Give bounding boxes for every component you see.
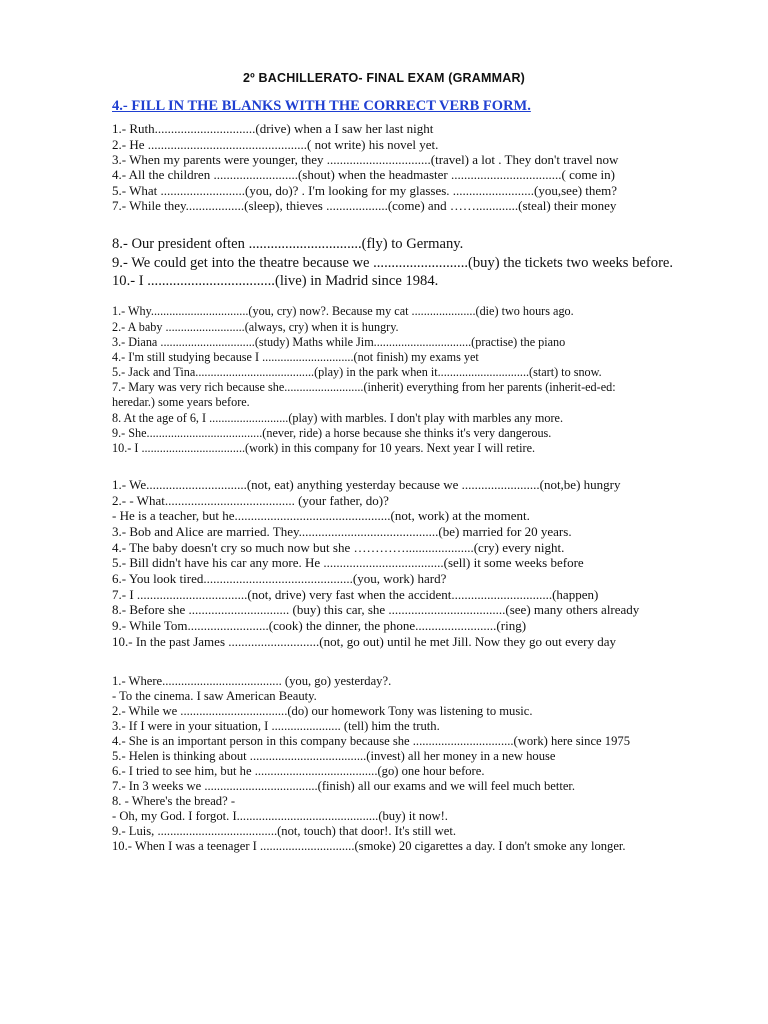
exercise-line: 10.- I ..................................(work) in this company for 10 years. Next year I will retire. [112,441,536,455]
exercise-line: 8.- Before she ............................... (buy) this car, she ....................................(see) many others already [112,602,640,617]
exercise-line: 7.- In 3 weeks we ....................................(finish) all our exams and we will feel much better. [112,779,576,793]
exercise-line: - He is a teacher, but he................................................(not, work) at the moment. [112,508,530,523]
exercise-line: - To the cinema. I saw American Beauty. [112,689,317,703]
exercise-line: 3.- Bob and Alice are married. They...........................................(be) married for 20 years. [112,524,572,539]
exercise-line: 9.- Luis, ......................................(not, touch) that door!. It's still wet. [112,824,457,838]
exercise-line: 6.- I tried to see him, but he .......................................(go) one hour before. [112,764,485,778]
exercise-line: 4.- The baby doesn't cry so much now but she ………….....................(cry) every night. [112,540,565,555]
exercise-line: 5.- Jack and Tina.......................................(play) in the park when it..............................(start) to snow. [112,365,602,379]
exercise-line: 9.- While Tom.........................(cook) the dinner, the phone.........................(ring) [112,618,527,633]
exercise-line: 9.- She......................................(never, ride) a horse because she thinks it's very dangerous. [112,426,552,440]
exercise-line: 6.- You look tired..............................................(you, work) hard? [112,571,447,586]
exercise-line: 2.- - What........................................ (your father, do)? [112,493,389,508]
exercise-line: 4.- All the children ..........................(shout) when the headmaster ..................................( come in) [112,167,615,182]
exercise-line: 9.- We could get into the theatre because we ..........................(buy) the tickets two weeks before. [112,255,674,271]
exercise-line: 3.- If I were in your situation, I ...................... (tell) him the truth. [112,719,440,733]
exercise-line: 3.- When my parents were younger, they ................................(travel) a lot . They don't travel now [112,152,619,167]
exercise-line: 8. - Where's the bread? - [112,794,236,808]
exercise-line: 3.- Diana ...............................(study) Maths while Jim................................(practise) the piano [112,335,566,349]
exercise-line: 8.- Our president often ...............................(fly) to Germany. [112,236,464,252]
exercise-line: heredar.) some years before. [112,395,250,409]
exercise-line: 4.- I'm still studying because I ..............................(not finish) my exams yet [112,350,479,364]
exercise-line: 1.- Ruth...............................(drive) when a I saw her last night [112,121,434,136]
exercise-line: 1.- Why................................(you, cry) now?. Because my cat .....................(die) two hours ago. [112,304,574,318]
section-heading: 4.- FILL IN THE BLANKS WITH THE CORRECT VERB FORM. [112,98,531,114]
exercise-line: 8. At the age of 6, I ..........................(play) with marbles. I don't play with marbles any more. [112,411,564,425]
exercise-line: 5.- Bill didn't have his car any more. He .....................................(sell) it some weeks before [112,555,584,570]
exercise-line: 5.- Helen is thinking about .....................................(invest) all her money in a new house [112,749,556,763]
exercise-line: 1.- We...............................(not, eat) anything yesterday because we ........................(not,be) hungry [112,477,621,492]
exercise-line: 1.- Where...................................... (you, go) yesterday?. [112,674,392,688]
exercise-line: 10.- In the past James ............................(not, go out) until he met Jill. Now they go out every day [112,634,617,649]
exercise-line: 10.- When I was a teenager I ..............................(smoke) 20 cigarettes a day. I don't smoke any longer. [112,839,626,853]
exercise-line: 2.- A baby ..........................(always, cry) when it is hungry. [112,320,399,334]
exercise-line: - Oh, my God. I forgot. I.............................................(buy) it now!. [112,809,448,823]
exercise-line: 7.- While they..................(sleep), thieves ...................(come) and …….............(steal) their money [112,198,617,213]
page-title: 2º BACHILLERATO- FINAL EXAM (GRAMMAR) [242,71,526,85]
exercise-line: 7.- Mary was very rich because she..........................(inherit) everything from her parents (inherit-ed-ed: [112,380,616,394]
exercise-line: 2.- He .................................................( not write) his novel yet. [112,137,439,152]
exercise-line: 5.- What ..........................(you, do)? . I'm looking for my glasses. .........................(you,see) them? [112,183,618,198]
exercise-line: 2.- While we ..................................(do) our homework Tony was listening to music. [112,704,533,718]
exercise-line: 7.- I ..................................(not, drive) very fast when the accident...............................(happen) [112,587,599,602]
exercise-line: 4.- She is an important person in this company because she ................................(work) here since 1975 [112,734,630,748]
exercise-line: 10.- I ...................................(live) in Madrid since 1984. [112,273,439,289]
